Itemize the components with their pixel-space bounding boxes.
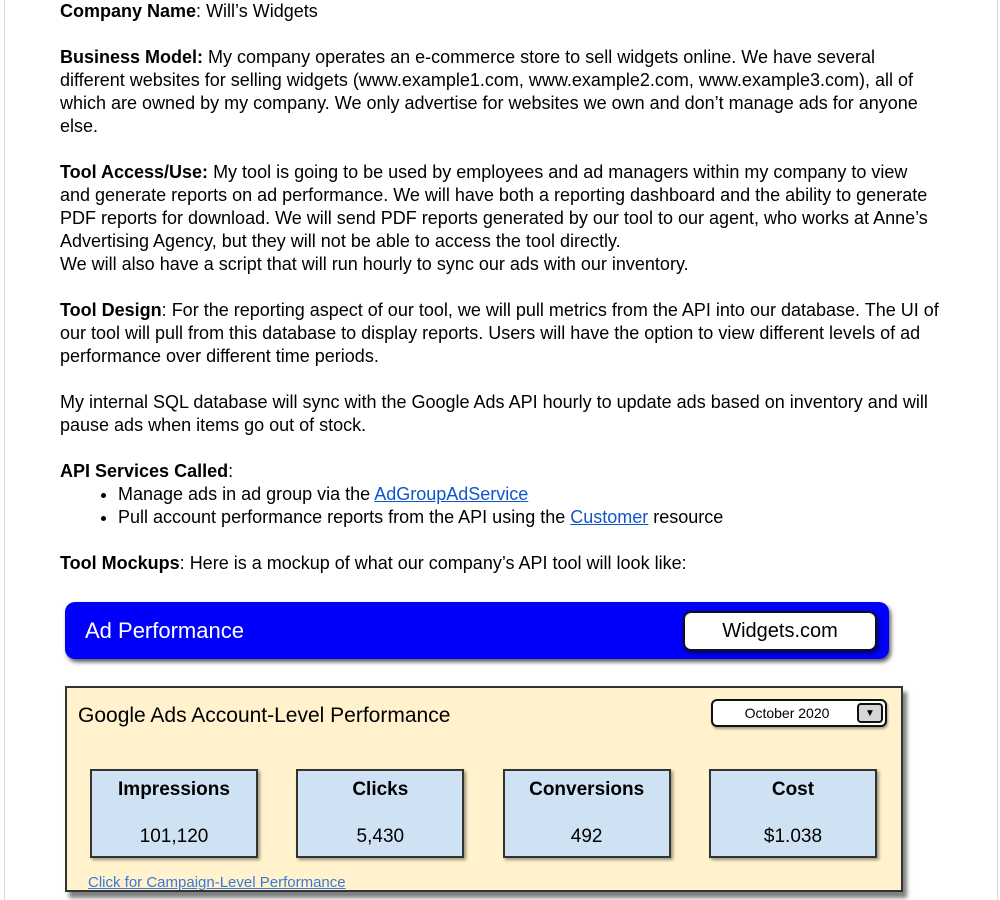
metric-label: Conversions — [529, 779, 645, 800]
metric-label: Clicks — [352, 779, 409, 800]
account-performance-panel — [65, 686, 903, 892]
panel-title: Google Ads Account-Level Performance — [78, 704, 451, 727]
campaign-level-link[interactable]: Click for Campaign-Level Performance — [88, 874, 346, 891]
api-services-heading — [60, 460, 940, 483]
metric-label: Cost — [771, 779, 815, 800]
tool-design-label: Tool Design — [60, 300, 162, 320]
list-item — [118, 483, 940, 506]
page-left-edge — [4, 0, 5, 900]
mockup-header-bar — [65, 602, 889, 659]
metric-value: 492 — [570, 826, 603, 847]
period-dropdown-value: October 2020 — [744, 705, 830, 721]
company-name-value: Will’s Widgets — [206, 1, 318, 21]
bullet2-text: Pull account performance reports from the API using the — [118, 507, 571, 527]
business-model-paragraph — [60, 46, 940, 138]
metric-card-cost — [709, 769, 877, 858]
tool-mockups-separator: : — [179, 553, 190, 573]
tool-access-text: My tool is going to be used by employees and ad managers within my company to view and generate reports on ad performance. We will have both a reporting dashboard and the ability to generate PDF reports for download. We will send PDF reports generated by our tool to our agent, who works at Anne’s Advertising Agency, but they will not be able to access the tool directly. — [60, 162, 928, 251]
api-services-label: API Services Called — [60, 461, 229, 481]
period-dropdown[interactable] — [711, 699, 887, 727]
metric-card-impressions — [90, 769, 258, 858]
page-right-edge — [997, 0, 998, 900]
tool-mockups-label: Tool Mockups — [60, 553, 180, 573]
business-model-label: Business Model: — [60, 47, 204, 67]
api-services-separator: : — [228, 461, 234, 481]
document-body — [60, 0, 940, 575]
metric-label: Impressions — [118, 779, 230, 800]
chevron-down-icon[interactable]: ▼ — [857, 703, 883, 723]
metric-cards-row — [90, 769, 877, 858]
metric-card-clicks — [296, 769, 464, 858]
list-item — [118, 506, 940, 529]
tool-mockups-text: Here is a mockup of what our company’s API tool will look like: — [189, 553, 687, 573]
sql-sync-paragraph: My internal SQL database will sync with the Google Ads API hourly to update ads based on inventory and will pause ads when items go out of stock. — [60, 392, 928, 435]
bullet1-text: Manage ads in ad group via the — [118, 484, 375, 504]
tool-access-paragraph — [60, 161, 940, 276]
tool-design-text: For the reporting aspect of our tool, we will pull metrics from the API into our database. The UI of our tool will pull from this database to display reports. Users will have the option to view different levels of ad performance over different time periods. — [60, 300, 939, 366]
mockup-header-title: Ad Performance — [85, 617, 244, 643]
tool-access-text-2: We will also have a script that will run hourly to sync our ads with our inventory. — [60, 254, 689, 274]
customer-link[interactable]: Customer — [570, 507, 649, 527]
adgroupadservice-link[interactable]: AdGroupAdService — [374, 484, 529, 504]
widgets-site-button[interactable]: Widgets.com — [683, 611, 877, 651]
company-name-paragraph — [60, 0, 940, 23]
tool-design-paragraph — [60, 299, 940, 368]
tool-access-label: Tool Access/Use: — [60, 162, 209, 182]
metric-value: $1.038 — [763, 826, 823, 847]
company-name-separator: : — [196, 1, 207, 21]
metric-value: 101,120 — [139, 826, 209, 847]
business-model-text: My company operates an e-commerce store to sell widgets online. We have several different websites for selling widgets (www.example1.com, www.example2.com, www.example3.com), all of which are owned by my company. We only advertise for websites we own and don’t manage ads for anyone else. — [60, 47, 918, 136]
metric-value: 5,430 — [356, 826, 405, 847]
api-services-list — [60, 483, 940, 529]
company-name-label: Company Name — [60, 1, 197, 21]
tool-mockups-paragraph — [60, 552, 940, 575]
bullet2-text-post: resource — [648, 507, 724, 527]
tool-design-separator: : — [161, 300, 172, 320]
metric-card-conversions — [503, 769, 671, 858]
